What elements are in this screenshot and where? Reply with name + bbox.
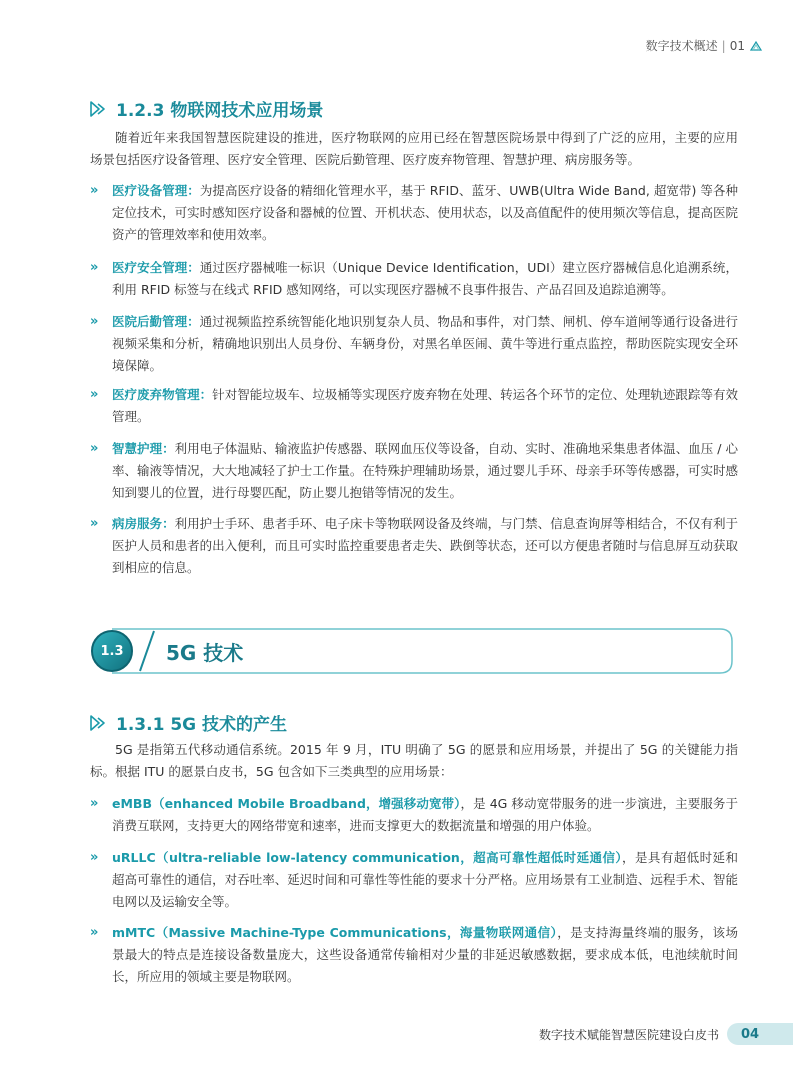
item-term: 医疗安全管理： <box>112 260 200 275</box>
item-term: 医院后勤管理： <box>112 314 200 329</box>
list-item <box>90 793 738 837</box>
section-title-text: 1.3.1 5G 技术的产生 <box>116 715 288 735</box>
bullet-chevron-icon: » <box>90 387 99 402</box>
item-term: eMBB（enhanced Mobile Broadband，增强移动宽带） <box>112 796 461 811</box>
page-header <box>646 37 763 54</box>
item-text: 针对智能垃圾车、垃圾桶等实现医疗废弃物在处理、转运各个环节的定位、处理轨迹跟踪等有效管理。 <box>112 387 738 424</box>
book-logo-icon <box>749 39 763 53</box>
page-footer <box>539 1023 793 1045</box>
item-text: 利用护士手环、患者手环、电子床卡等物联网设备及终端，与门禁、信息查询屏等相结合，不仅有利于医护人员和患者的出入便利，而且可实时监控重要患者走失、跌倒等状态，还可以方便患者随时与信息屏互动获取到相应的信息。 <box>112 516 738 575</box>
bullet-chevron-icon: » <box>90 796 99 811</box>
list-item <box>90 311 738 377</box>
item-text: ，是支持海量终端的服务，该场景最大的特点是连接设备数量庞大，这些设备通常传输相对少量的非延迟敏感数据，要求成本低，电池续航时间长，所应用的领域主要是物联网。 <box>112 925 738 984</box>
bullet-chevron-icon: » <box>90 314 99 329</box>
item-text: ，是具有超低时延和超高可靠性的通信，对吞吐率、延迟时间和可靠性等性能的要求十分严格。应用场景有工业制造、远程手术、智能电网以及运输安全等。 <box>112 850 738 909</box>
header-chapter-label: 数字技术概述 <box>645 39 718 53</box>
item-term: mMTC（Massive Machine-Type Communications，海量物联网通信） <box>112 925 558 940</box>
item-text: 利用电子体温贴、输液监护传感器、联网血压仪等设备，自动、实时、准确地采集患者体温、血压 / 心率、输液等情况，大大地减轻了护士工作量。在特殊护理辅助场景，通过婴儿手环、母亲手环等传感器，可实时感知到婴儿的位置，进行母婴匹配，防止婴儿抱错等情况的发生。 <box>112 441 738 500</box>
double-arrow-icon <box>90 101 108 117</box>
bullet-chevron-icon: » <box>90 850 99 865</box>
double-arrow-icon <box>90 715 108 731</box>
chapter-title: 5G 技术 <box>166 641 244 665</box>
item-term: 医疗设备管理： <box>112 183 200 198</box>
bullet-chevron-icon: » <box>90 441 99 456</box>
bullet-chevron-icon: » <box>90 925 99 940</box>
item-text: 为提高医疗设备的精细化管理水平，基于 RFID、蓝牙、UWB(Ultra Wide Band, 超宽带) 等各种定位技术，可实时感知医疗设备和器械的位置、开机状态、使用状态，以及高值配件的使用频次等信息，提高医院资产的管理效率和使用效率。 <box>112 183 738 242</box>
section-intro: 5G 是指第五代移动通信系统。2015 年 9 月，ITU 明确了 5G 的愿景和应用场景，并提出了 5G 的关键能力指标。根据 ITU 的愿景白皮书，5G 包含如下三类典型的应用场景： <box>90 741 738 779</box>
item-term: 医疗废弃物管理： <box>112 387 213 402</box>
item-term: 病房服务： <box>112 516 175 531</box>
section-title-1-2-3 <box>90 96 323 121</box>
list-item <box>90 257 738 301</box>
list-item <box>90 384 738 428</box>
item-text: 通过视频监控系统智能化地识别复杂人员、物品和事件，对门禁、闸机、停车道闸等通行设备进行视频采集和分析，精确地识别出人员身份、车辆身份，对黑名单医闹、黄牛等进行重点监控，帮助医院实现安全环境保障。 <box>112 314 738 373</box>
list-item <box>90 922 738 988</box>
header-separator: | <box>721 38 726 53</box>
item-text: 通过医疗器械唯一标识（Unique Device Identification，UDI）建立医疗器械信息化追溯系统，利用 RFID 标签与在线式 RFID 感知网络，可以实现医疗器械不良事件报告、产品召回及追踪追溯等。 <box>112 260 738 297</box>
chapter-banner <box>90 625 736 677</box>
list-item <box>90 438 738 504</box>
section-title-text: 1.2.3 物联网技术应用场景 <box>116 101 324 121</box>
page-number: 04 <box>727 1023 793 1045</box>
item-text: ，是 4G 移动宽带服务的进一步演进，主要服务于消费互联网，支持更大的网络带宽和速率，进而支撑更大的数据流量和增强的用户体验。 <box>112 796 738 833</box>
bullet-chevron-icon: » <box>90 516 99 531</box>
chapter-number: 1.3 <box>100 643 124 659</box>
header-chapter-num: 01 <box>729 38 745 53</box>
list-item <box>90 513 738 579</box>
section-title-1-3-1 <box>90 710 287 735</box>
list-item <box>90 180 738 246</box>
item-term: 智慧护理： <box>112 441 175 456</box>
footer-book-title: 数字技术赋能智慧医院建设白皮书 <box>538 1027 719 1042</box>
bullet-chevron-icon: » <box>90 260 99 275</box>
bullet-chevron-icon: » <box>90 183 99 198</box>
list-item <box>90 847 738 913</box>
item-term: uRLLC（ultra-reliable low-latency communication，超高可靠性超低时延通信） <box>112 850 623 865</box>
section-intro: 随着近年来我国智慧医院建设的推进，医疗物联网的应用已经在智慧医院场景中得到了广泛的应用，主要的应用场景包括医疗设备管理、医疗安全管理、医院后勤管理、医疗废弃物管理、智慧护理、病房服务等。 <box>90 129 738 167</box>
